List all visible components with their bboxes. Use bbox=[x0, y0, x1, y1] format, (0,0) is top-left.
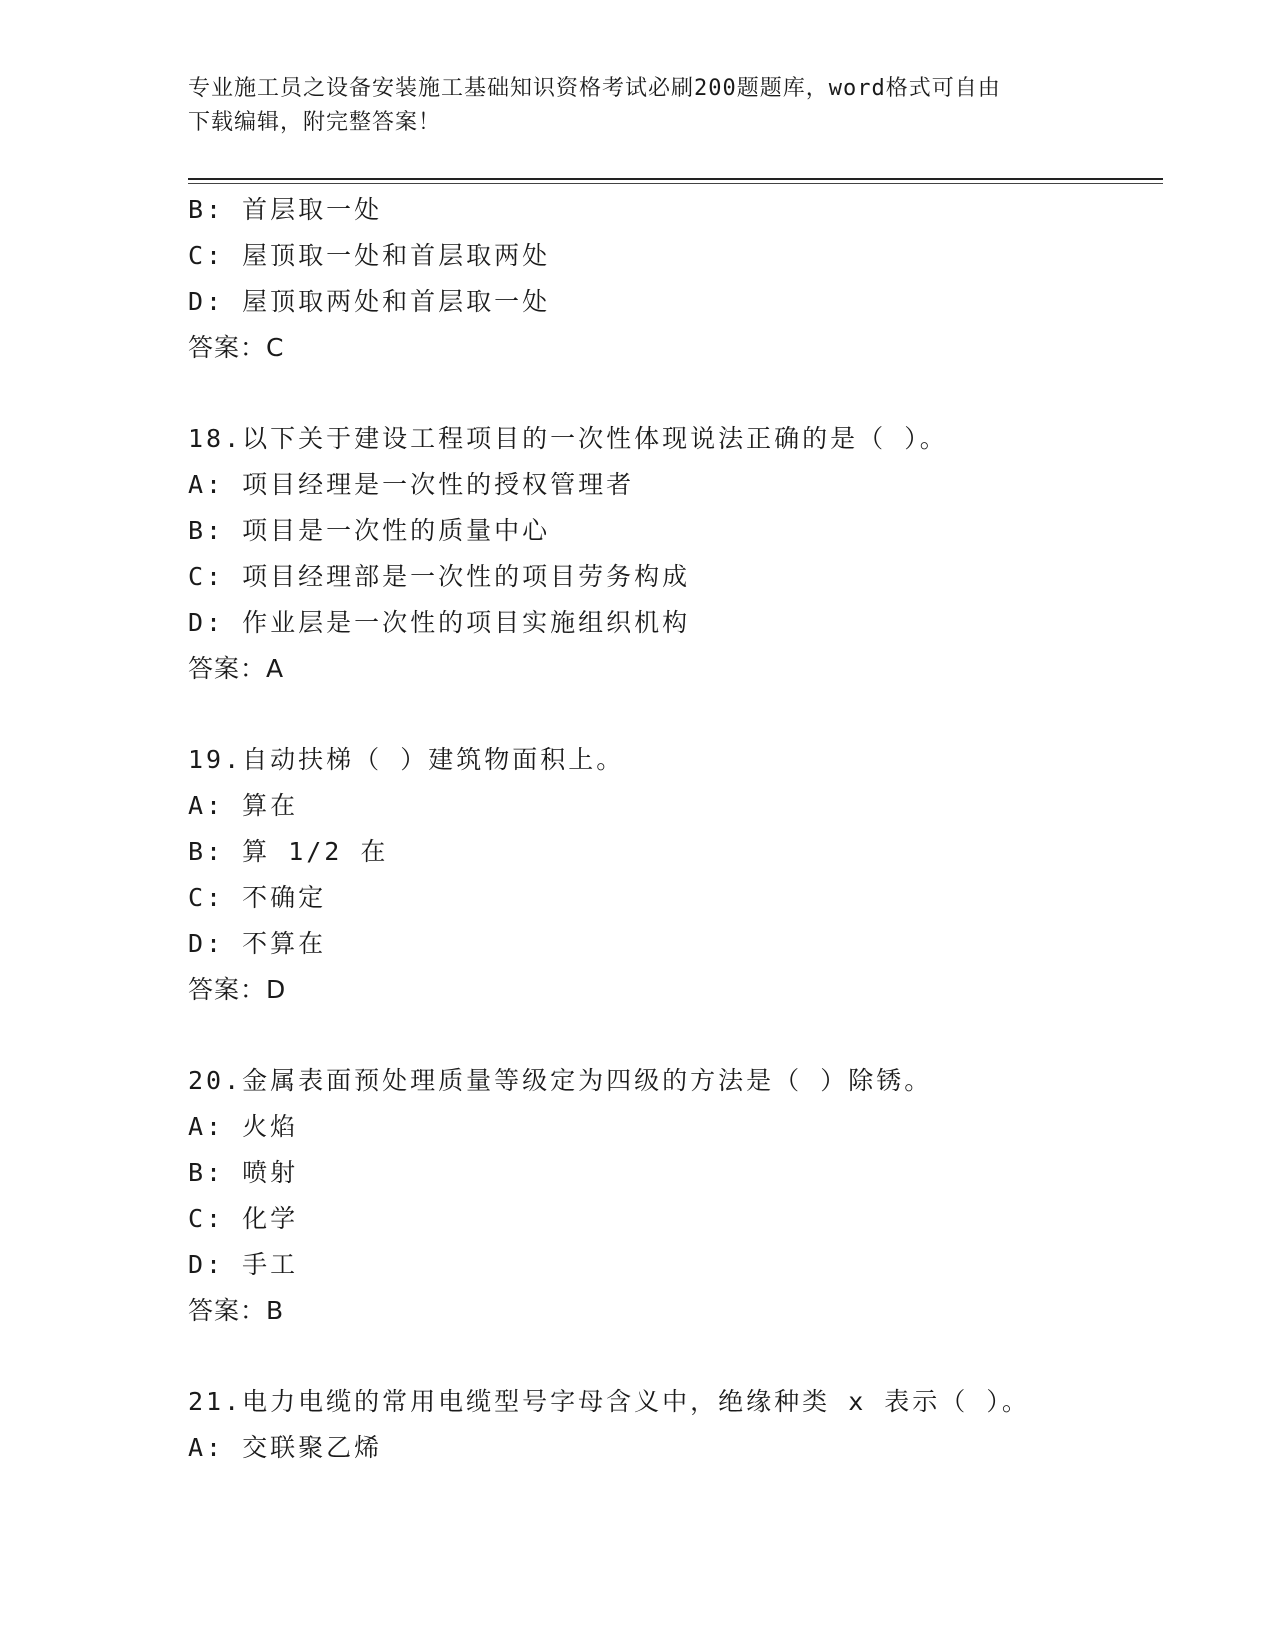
option-b: B: 首层取一处 bbox=[188, 195, 383, 224]
option-c: C: 化学 bbox=[188, 1204, 299, 1233]
option-a: A: 项目经理是一次性的授权管理者 bbox=[188, 470, 635, 499]
header-rule-thick bbox=[188, 178, 1163, 180]
option-b: B: 项目是一次性的质量中心 bbox=[188, 516, 551, 545]
question-20 bbox=[188, 1058, 1168, 1334]
question-21 bbox=[188, 1379, 1168, 1471]
option-c: C: 屋顶取一处和首层取两处 bbox=[188, 241, 551, 270]
answer: 答案：C bbox=[188, 333, 285, 362]
header-title-line-2: 下载编辑，附完整答案！ bbox=[188, 110, 442, 135]
header-title-line-1: 专业施工员之设备安装施工基础知识资格考试必刷200题题库，word格式可自由 bbox=[188, 76, 1001, 101]
question-19 bbox=[188, 737, 1168, 1013]
option-a: A: 算在 bbox=[188, 791, 299, 820]
option-a: A: 火焰 bbox=[188, 1112, 299, 1141]
answer: 答案：B bbox=[188, 1296, 285, 1325]
question-list bbox=[188, 187, 1168, 1471]
question-18 bbox=[188, 416, 1168, 692]
question-text: 19.自动扶梯（ ）建筑物面积上。 bbox=[188, 745, 625, 774]
answer: 答案：D bbox=[188, 975, 287, 1004]
option-a: A: 交联聚乙烯 bbox=[188, 1433, 383, 1462]
question-text: 18.以下关于建设工程项目的一次性体现说法正确的是（ ）。 bbox=[188, 424, 948, 453]
document-header bbox=[188, 72, 1068, 140]
option-c: C: 项目经理部是一次性的项目劳务构成 bbox=[188, 562, 691, 591]
option-b: B: 算 1/2 在 bbox=[188, 837, 389, 866]
header-rule-thin bbox=[188, 183, 1163, 184]
option-c: C: 不确定 bbox=[188, 883, 327, 912]
option-d: D: 屋顶取两处和首层取一处 bbox=[188, 287, 551, 316]
option-d: D: 作业层是一次性的项目实施组织机构 bbox=[188, 608, 691, 637]
answer: 答案：A bbox=[188, 654, 285, 683]
option-d: D: 手工 bbox=[188, 1250, 299, 1279]
option-b: B: 喷射 bbox=[188, 1158, 299, 1187]
question-text: 20.金属表面预处理质量等级定为四级的方法是（ ）除锈。 bbox=[188, 1066, 933, 1095]
question-17 bbox=[188, 187, 1168, 371]
option-d: D: 不算在 bbox=[188, 929, 327, 958]
question-text: 21.电力电缆的常用电缆型号字母含义中，绝缘种类 x 表示（ ）。 bbox=[188, 1387, 1030, 1416]
